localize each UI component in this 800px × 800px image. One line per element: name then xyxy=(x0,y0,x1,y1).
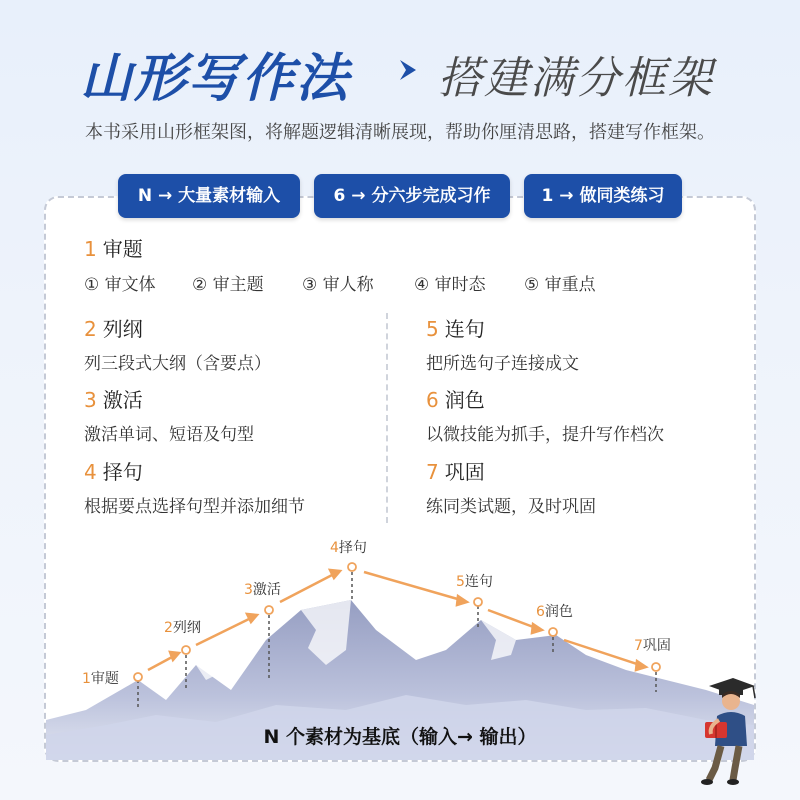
peak-label-2: 2列纲 xyxy=(164,620,201,636)
review-item: ③ 审人称 xyxy=(302,275,374,295)
step-title: 连句 xyxy=(444,317,485,341)
step-3-desc: 激活单词、短语及句型 xyxy=(84,425,254,445)
review-item: ① 审文体 xyxy=(84,275,156,295)
step-title: 择句 xyxy=(102,460,143,484)
peak-label-1: 1审题 xyxy=(82,671,119,687)
step-number: 6 xyxy=(426,388,439,412)
step-1-heading xyxy=(84,233,143,262)
step-title: 巩固 xyxy=(444,460,485,484)
tag-practice: 1 → 做同类练习 xyxy=(524,174,682,218)
column-divider xyxy=(386,313,388,523)
review-items xyxy=(84,270,684,298)
step-2-heading xyxy=(84,313,143,342)
review-item: ④ 审时态 xyxy=(414,275,486,295)
review-item: ② 审主题 xyxy=(192,275,264,295)
step-5-desc: 把所选句子连接成文 xyxy=(426,354,579,374)
step-title: 激活 xyxy=(102,388,143,412)
step-number: 3 xyxy=(84,388,97,412)
step-title: 列纲 xyxy=(102,317,143,341)
step-number: 5 xyxy=(426,317,439,341)
page-title: 山形写作法 xyxy=(80,49,351,109)
title-row xyxy=(0,30,800,110)
step-2-desc: 列三段式大纲（含要点） xyxy=(84,354,271,374)
step-7-desc: 练同类试题，及时巩固 xyxy=(426,497,596,517)
peak-label-7: 7巩固 xyxy=(634,638,671,654)
play-arrow-icon xyxy=(398,58,420,82)
step-4-desc: 根据要点选择句型并添加细节 xyxy=(84,497,305,517)
tag-input: N → 大量素材输入 xyxy=(118,174,300,218)
step-title: 审题 xyxy=(102,237,143,261)
step-3-heading xyxy=(84,384,143,413)
step-4-heading xyxy=(84,456,143,485)
page-subtitle: 搭建满分框架 xyxy=(438,53,714,104)
step-6-heading xyxy=(426,384,485,413)
step-number: 2 xyxy=(84,317,97,341)
review-item: ⑤ 审重点 xyxy=(524,275,596,295)
step-number: 7 xyxy=(426,460,439,484)
step-number: 4 xyxy=(84,460,97,484)
peak-label-4: 4择句 xyxy=(330,540,367,556)
peak-label-6: 6润色 xyxy=(536,604,573,620)
tag-six-steps: 6 → 分六步完成习作 xyxy=(314,174,510,218)
tag-row xyxy=(0,174,800,220)
step-title: 润色 xyxy=(444,388,485,412)
reading-student-icon xyxy=(695,676,761,786)
step-number: 1 xyxy=(84,237,97,261)
peak-label-5: 5连句 xyxy=(456,574,493,590)
base-caption: N 个素材为基底（输入→ 输出） xyxy=(263,726,537,748)
step-7-heading xyxy=(426,456,485,485)
description-text: 本书采用山形框架图，将解题逻辑清晰展现，帮助你厘清思路，搭建写作框架。 xyxy=(85,122,715,143)
step-6-desc: 以微技能为抓手，提升写作档次 xyxy=(426,425,664,445)
peak-label-3: 3激活 xyxy=(244,582,281,598)
step-5-heading xyxy=(426,313,485,342)
